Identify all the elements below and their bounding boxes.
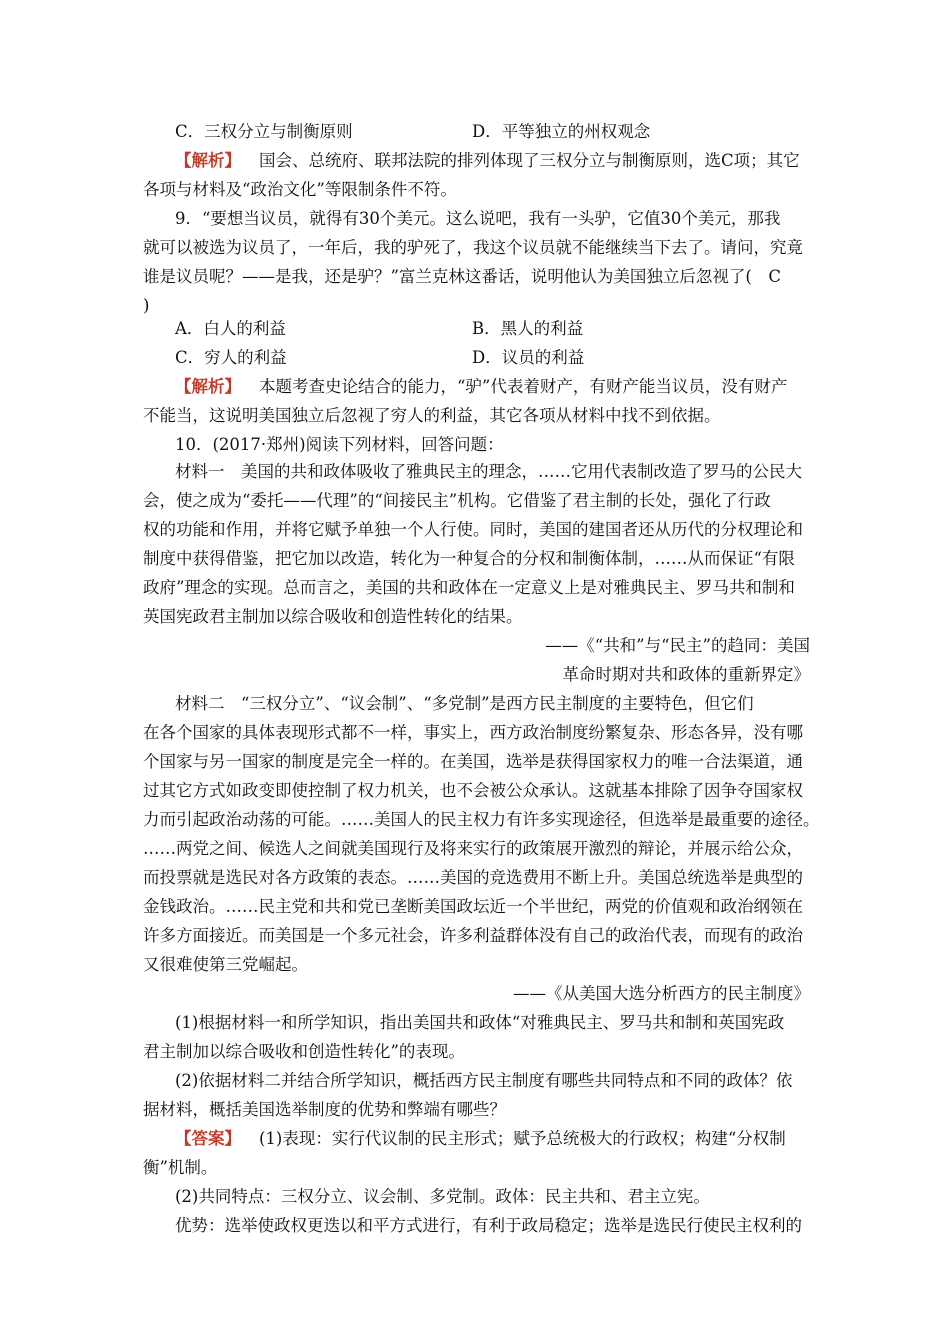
q8-explanation-line-2: 各项与材料及“政治文化”等限制条件不符。: [143, 180, 457, 199]
material-1-source-line-2: 革命时期对共和政体的重新界定》: [562, 665, 810, 684]
material-2-line: 又很难使第三党崛起。: [143, 955, 308, 974]
q9-option-a: A．白人的利益: [175, 319, 286, 338]
q9-stem-line-3: 谁是议员呢？——是我，还是驴？”富兰克林这番话，说明他认为美国独立后忽视了( C: [143, 267, 781, 286]
material-1-line: 权的功能和作用，并将它赋予单独一个人行使。同时，美国的建国者还从历代的分权理论和: [143, 520, 803, 539]
answer-line-4: 优势：选举使政权更迭以和平方式进行，有利于政局稳定；选举是选民行使民主权利的: [175, 1216, 802, 1235]
material-2-line: 金钱政治。……民主党和共和党已垄断美国政坛近一个半世纪，两党的价值观和政治纲领在: [143, 897, 803, 916]
q9-option-d: D．议员的利益: [472, 348, 585, 367]
question-2-line-1: (2)依据材料二并结合所学知识，概括西方民主制度有哪些共同特点和不同的政体？依: [175, 1071, 793, 1090]
answer-line-2: 衡”机制。: [143, 1158, 218, 1177]
question-1-line-1: (1)根据材料一和所学知识，指出美国共和政体“对雅典民主、罗马共和制和英国宪政: [175, 1013, 785, 1032]
material-2-line: 材料二 “三权分立”、“议会制”、“多党制”是西方民主制度的主要特色，但它们: [175, 694, 754, 713]
material-1-line: 材料一 美国的共和政体吸收了雅典民主的理念，……它用代表制改造了罗马的公民大: [175, 462, 802, 481]
q9-stem-line-4: ): [143, 296, 150, 315]
material-2-line: ……两党之间、候选人之间就美国现行及将来实行的政策展开激烈的辩论，并展示给公众，: [143, 839, 803, 858]
answer-tag: 【答案】: [175, 1129, 241, 1148]
explanation-tag: 【解析】: [175, 151, 241, 170]
q8-explanation-line-1: 【解析】 国会、总统府、联邦法院的排列体现了三权分立与制衡原则，选C项；其它: [175, 151, 800, 170]
answer-line-3: (2)共同特点：三权分立、议会制、多党制。政体：民主共和、君主立宪。: [175, 1187, 710, 1206]
material-2-line: 而投票就是选民对各方政策的表态。……美国的竞选费用不断上升。美国总统选举是典型的: [143, 868, 803, 887]
material-2-source: ——《从美国大选分析西方的民主制度》: [513, 984, 810, 1003]
q8-option-c: C．三权分立与制衡原则: [175, 122, 353, 141]
q9-stem-line-2: 就可以被选为议员了，一年后，我的驴死了，我这个议员就不能继续当下去了。请问，究竟: [143, 238, 803, 257]
material-2-line: 在各个国家的具体表现形式都不一样，事实上，西方政治制度纷繁复杂、形态各异，没有哪: [143, 723, 803, 742]
q9-option-c: C．穷人的利益: [175, 348, 287, 367]
q9-options-cd: [175, 345, 855, 371]
q9-explanation-line-2: 不能当，这说明美国独立后忽视了穷人的利益，其它各项从材料中找不到依据。: [143, 406, 721, 425]
q10-intro: 10．(2017·郑州)阅读下列材料，回答问题：: [175, 435, 504, 454]
q8-options-cd: [175, 119, 855, 145]
material-2-line: 许多方面接近。而美国是一个多元社会，许多利益群体没有自己的政治代表，而现有的政治: [143, 926, 803, 945]
question-2-line-2: 据材料，概括美国选举制度的优势和弊端有哪些？: [143, 1100, 506, 1119]
question-1-line-2: 君主制加以综合吸收和创造性转化”的表现。: [143, 1042, 465, 1061]
q9-stem-line-1: 9．“要想当议员，就得有30个美元。这么说吧，我有一头驴，它值30个美元，那我: [175, 209, 781, 228]
material-2-line: 个国家与另一国家的制度是完全一样的。在美国，选举是获得国家权力的唯一合法渠道，通: [143, 752, 803, 771]
material-1-line: 会，使之成为“委托——代理”的“间接民主”机构。它借鉴了君主制的长处，强化了行政: [143, 491, 771, 510]
material-1-line: 英国宪政君主制加以综合吸收和创造性转化的结果。: [143, 607, 523, 626]
material-1-line: 政府”理念的实现。总而言之，美国的共和政体在一定意义上是对雅典民主、罗马共和制和: [143, 578, 795, 597]
explanation-tag: 【解析】: [175, 377, 241, 396]
q9-options-ab: [175, 316, 855, 342]
material-1-source-line-1: ——《“共和”与“民主”的趋同：美国: [545, 636, 810, 655]
material-2-line: 过其它方式如政变即使控制了权力机关，也不会被公众承认。这就基本排除了因争夺国家权: [143, 781, 803, 800]
material-1-line: 制度中获得借鉴，把它加以改造，转化为一种复合的分权和制衡体制，……从而保证“有限: [143, 549, 795, 568]
q9-option-b: B．黑人的利益: [472, 319, 584, 338]
material-2-line: 力而引起政治动荡的可能。……美国人的民主权力有许多实现途径，但选举是最重要的途径。: [143, 810, 820, 829]
q8-option-d: D．平等独立的州权观念: [472, 122, 651, 141]
q9-explanation-line-1: 【解析】 本题考查史论结合的能力，“驴”代表着财产，有财产能当议员，没有财产: [175, 377, 788, 396]
answer-line-1: 【答案】 (1)表现：实行代议制的民主形式；赋予总统极大的行政权；构建“分权制: [175, 1129, 786, 1148]
